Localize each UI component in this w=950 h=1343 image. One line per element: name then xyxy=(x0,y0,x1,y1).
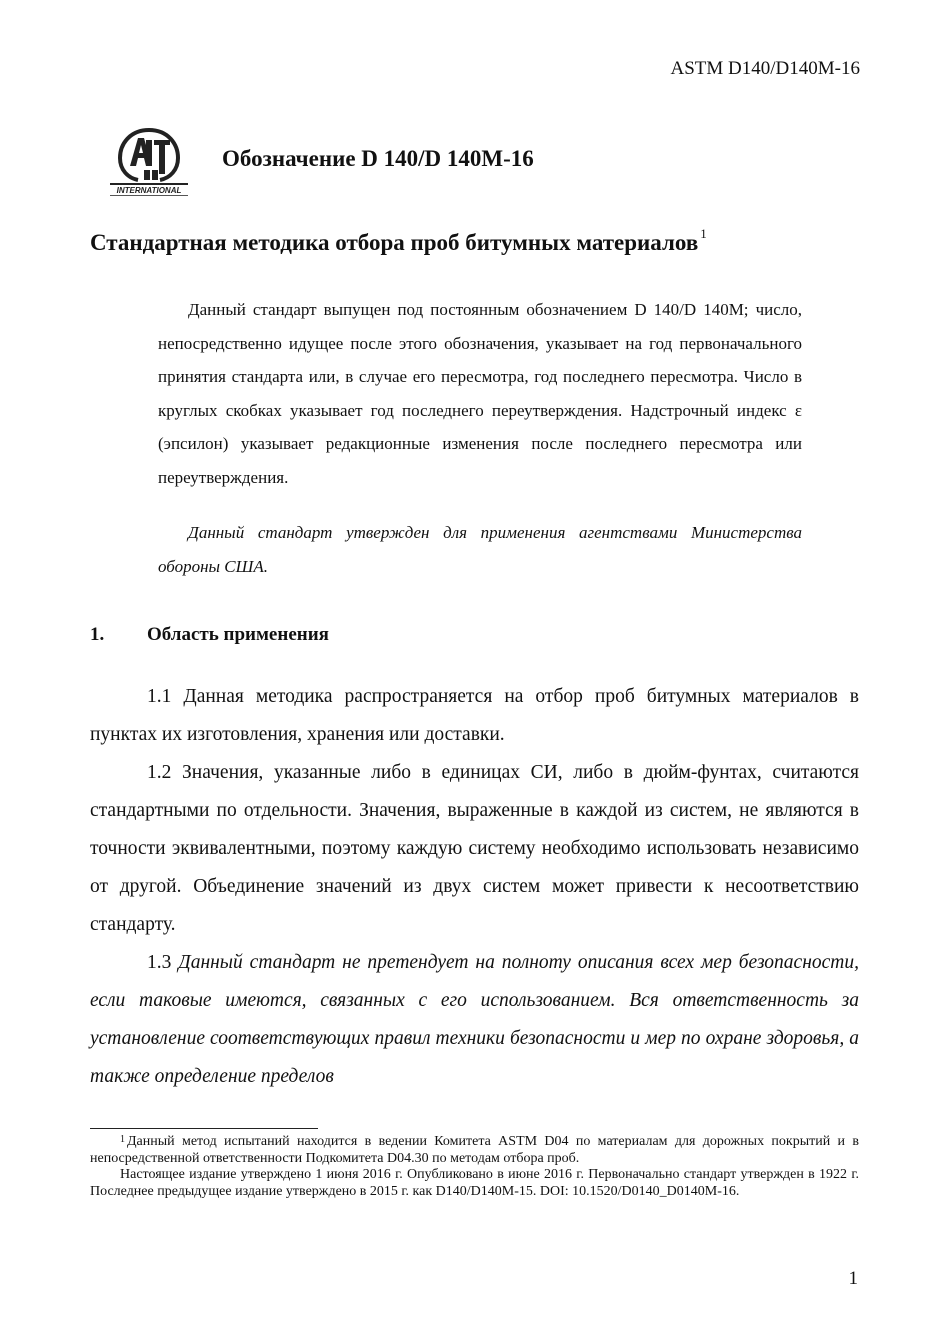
title-text: Стандартная методика отбора проб битумных материалов xyxy=(90,230,699,255)
footnote-edition: Настоящее издание утверждено 1 июня 2016 г. Опубликовано в июне 2016 г. Первоначально стандарт утвержден в 1922 г. Последнее предыдущее издание утверждено в 2015 г. как D140/D140M-15. DOI: 10.1520/D0140_D0140M-16. xyxy=(90,1167,859,1199)
clause-1-2 xyxy=(90,754,859,944)
notice-dod-approval: Данный стандарт утвержден для применения агентствами Министерства обороны США. xyxy=(158,523,802,576)
clause-number: 1.2 xyxy=(147,762,172,783)
standard-notice xyxy=(158,293,802,583)
logo-wordmark: INTERNATIONAL xyxy=(116,186,182,195)
section-number: 1. xyxy=(90,624,105,645)
clause-text: Данная методика распространяется на отбор проб битумных материалов в пунктах их изготовления, хранения или доставки. xyxy=(90,686,860,745)
footnote-divider xyxy=(90,1128,318,1129)
astm-logo-icon xyxy=(108,126,190,198)
footnotes xyxy=(90,1134,859,1200)
clause-text: Значения, указанные либо в единицах СИ, либо в дюйм-фунтах, считаются стандартными по отдельности. Значения, выраженные в каждой из систем, не являются в точности эквивалентными, поэтому каждую систему необходимо использовать независимо от другой. Объединение значений из двух систем может привести к несоответствию стандарту. xyxy=(90,762,859,935)
section-heading xyxy=(90,624,329,646)
footnote-1 xyxy=(90,1134,859,1167)
title-footnote-mark[interactable]: 1 xyxy=(700,226,707,241)
clause-1-1 xyxy=(90,678,859,754)
footnote-mark: 1 xyxy=(120,1134,125,1145)
footnote-text: Данный метод испытаний находится в ведении Комитета ASTM D04 по материалам для дорожных покрытий и в непосредственной ответственности Подкомитета D04.30 по методам отбора проб. xyxy=(90,1134,859,1166)
clause-number: 1.3 xyxy=(147,952,172,973)
page-number: 1 xyxy=(848,1268,858,1289)
section-title: Область применения xyxy=(147,624,329,645)
notice-paragraph: Данный стандарт выпущен под постоянным обозначением D 140/D 140M; число, непосредственно идущее после этого обозначения, указывает на год первоначального принятия стандарта или, в случае его пересмотра, год последнего пересмотра. Число в круглых скобках указывает год последнего переутверждения. Надстрочный индекс ε (эпсилон) указывает редакционные изменения после последнего пересмотра или переутверждения. xyxy=(158,300,802,487)
clause-number: 1.1 xyxy=(147,686,172,707)
clause-text: Данный стандарт не претендует на полноту описания всех мер безопасности, если таковые имеются, связанных с его использованием. Вся ответственность за установление соответствующих правил техники безопасности и мер по охране здоровья, а также определение пределов xyxy=(90,952,859,1087)
designation-heading: Обозначение D 140/D 140M-16 xyxy=(222,146,534,171)
section-body xyxy=(90,678,859,1096)
page-title xyxy=(90,226,880,256)
clause-1-3 xyxy=(90,944,859,1096)
header-doc-code: ASTM D140/D140M-16 xyxy=(670,58,860,79)
